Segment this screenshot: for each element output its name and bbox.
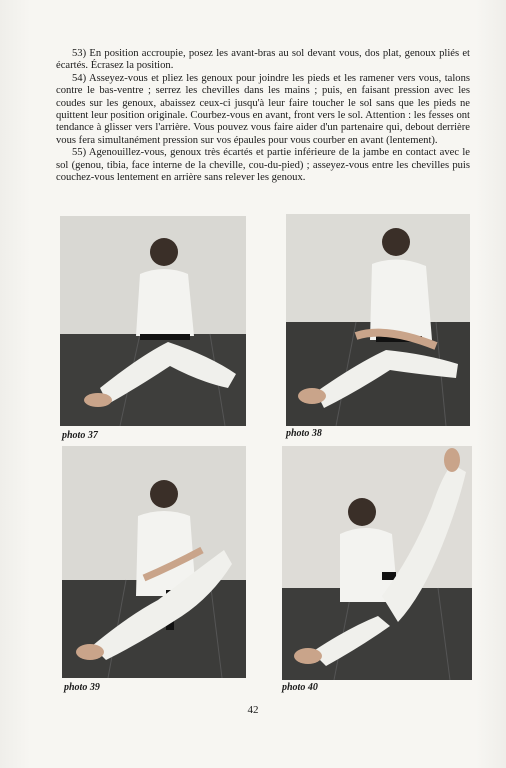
photo-38-caption: photo 38 [286,428,322,439]
photo-37-caption: photo 37 [62,430,98,441]
body-text [56,48,470,184]
photo-37 [60,216,246,426]
paragraph-54: 54) Asseyez-vous et pliez les genoux pour joindre les pieds et les ramener vers vous, talons contre le bas-ventre ; serrez les chevilles dans les mains ; puis, en faisant pression avec les coudes sur les genoux, abaissez ceux-ci jusqu'à leur faire toucher le sol sans que les pieds ne quittent leur position originale. Courbez-vous en avant, front vers le sol. Attention : les fesses ont tendance à glisser vers l'arrière. Vous pouvez vous faire aider d'un partenaire qui, debout derrière vous fera simultanément pression sur vos épaules pour vous courber en avant (lentement). [56,72,470,146]
photo-38 [286,214,470,426]
photo-37-image [60,216,246,426]
photo-39-image [62,446,246,678]
page-number: 42 [247,704,259,716]
photo-40-caption: photo 40 [282,682,318,693]
photo-40-image [282,446,472,680]
photo-38-image [286,214,470,426]
photo-39-caption: photo 39 [64,682,100,693]
paragraph-53: 53) En position accroupie, posez les avant-bras au sol devant vous, dos plat, genoux pliés et écartés. Écrasez la position. [56,48,470,72]
photo-40 [282,446,472,680]
paragraph-55: 55) Agenouillez-vous, genoux très écartés et partie inférieure de la jambe en contact avec le sol (genou, tibia, face interne de la cheville, cou-du-pied) ; asseyez-vous entre les chevilles puis couchez-vous lentement en arrière sans relever les genoux. [56,147,470,184]
photo-39 [62,446,246,678]
